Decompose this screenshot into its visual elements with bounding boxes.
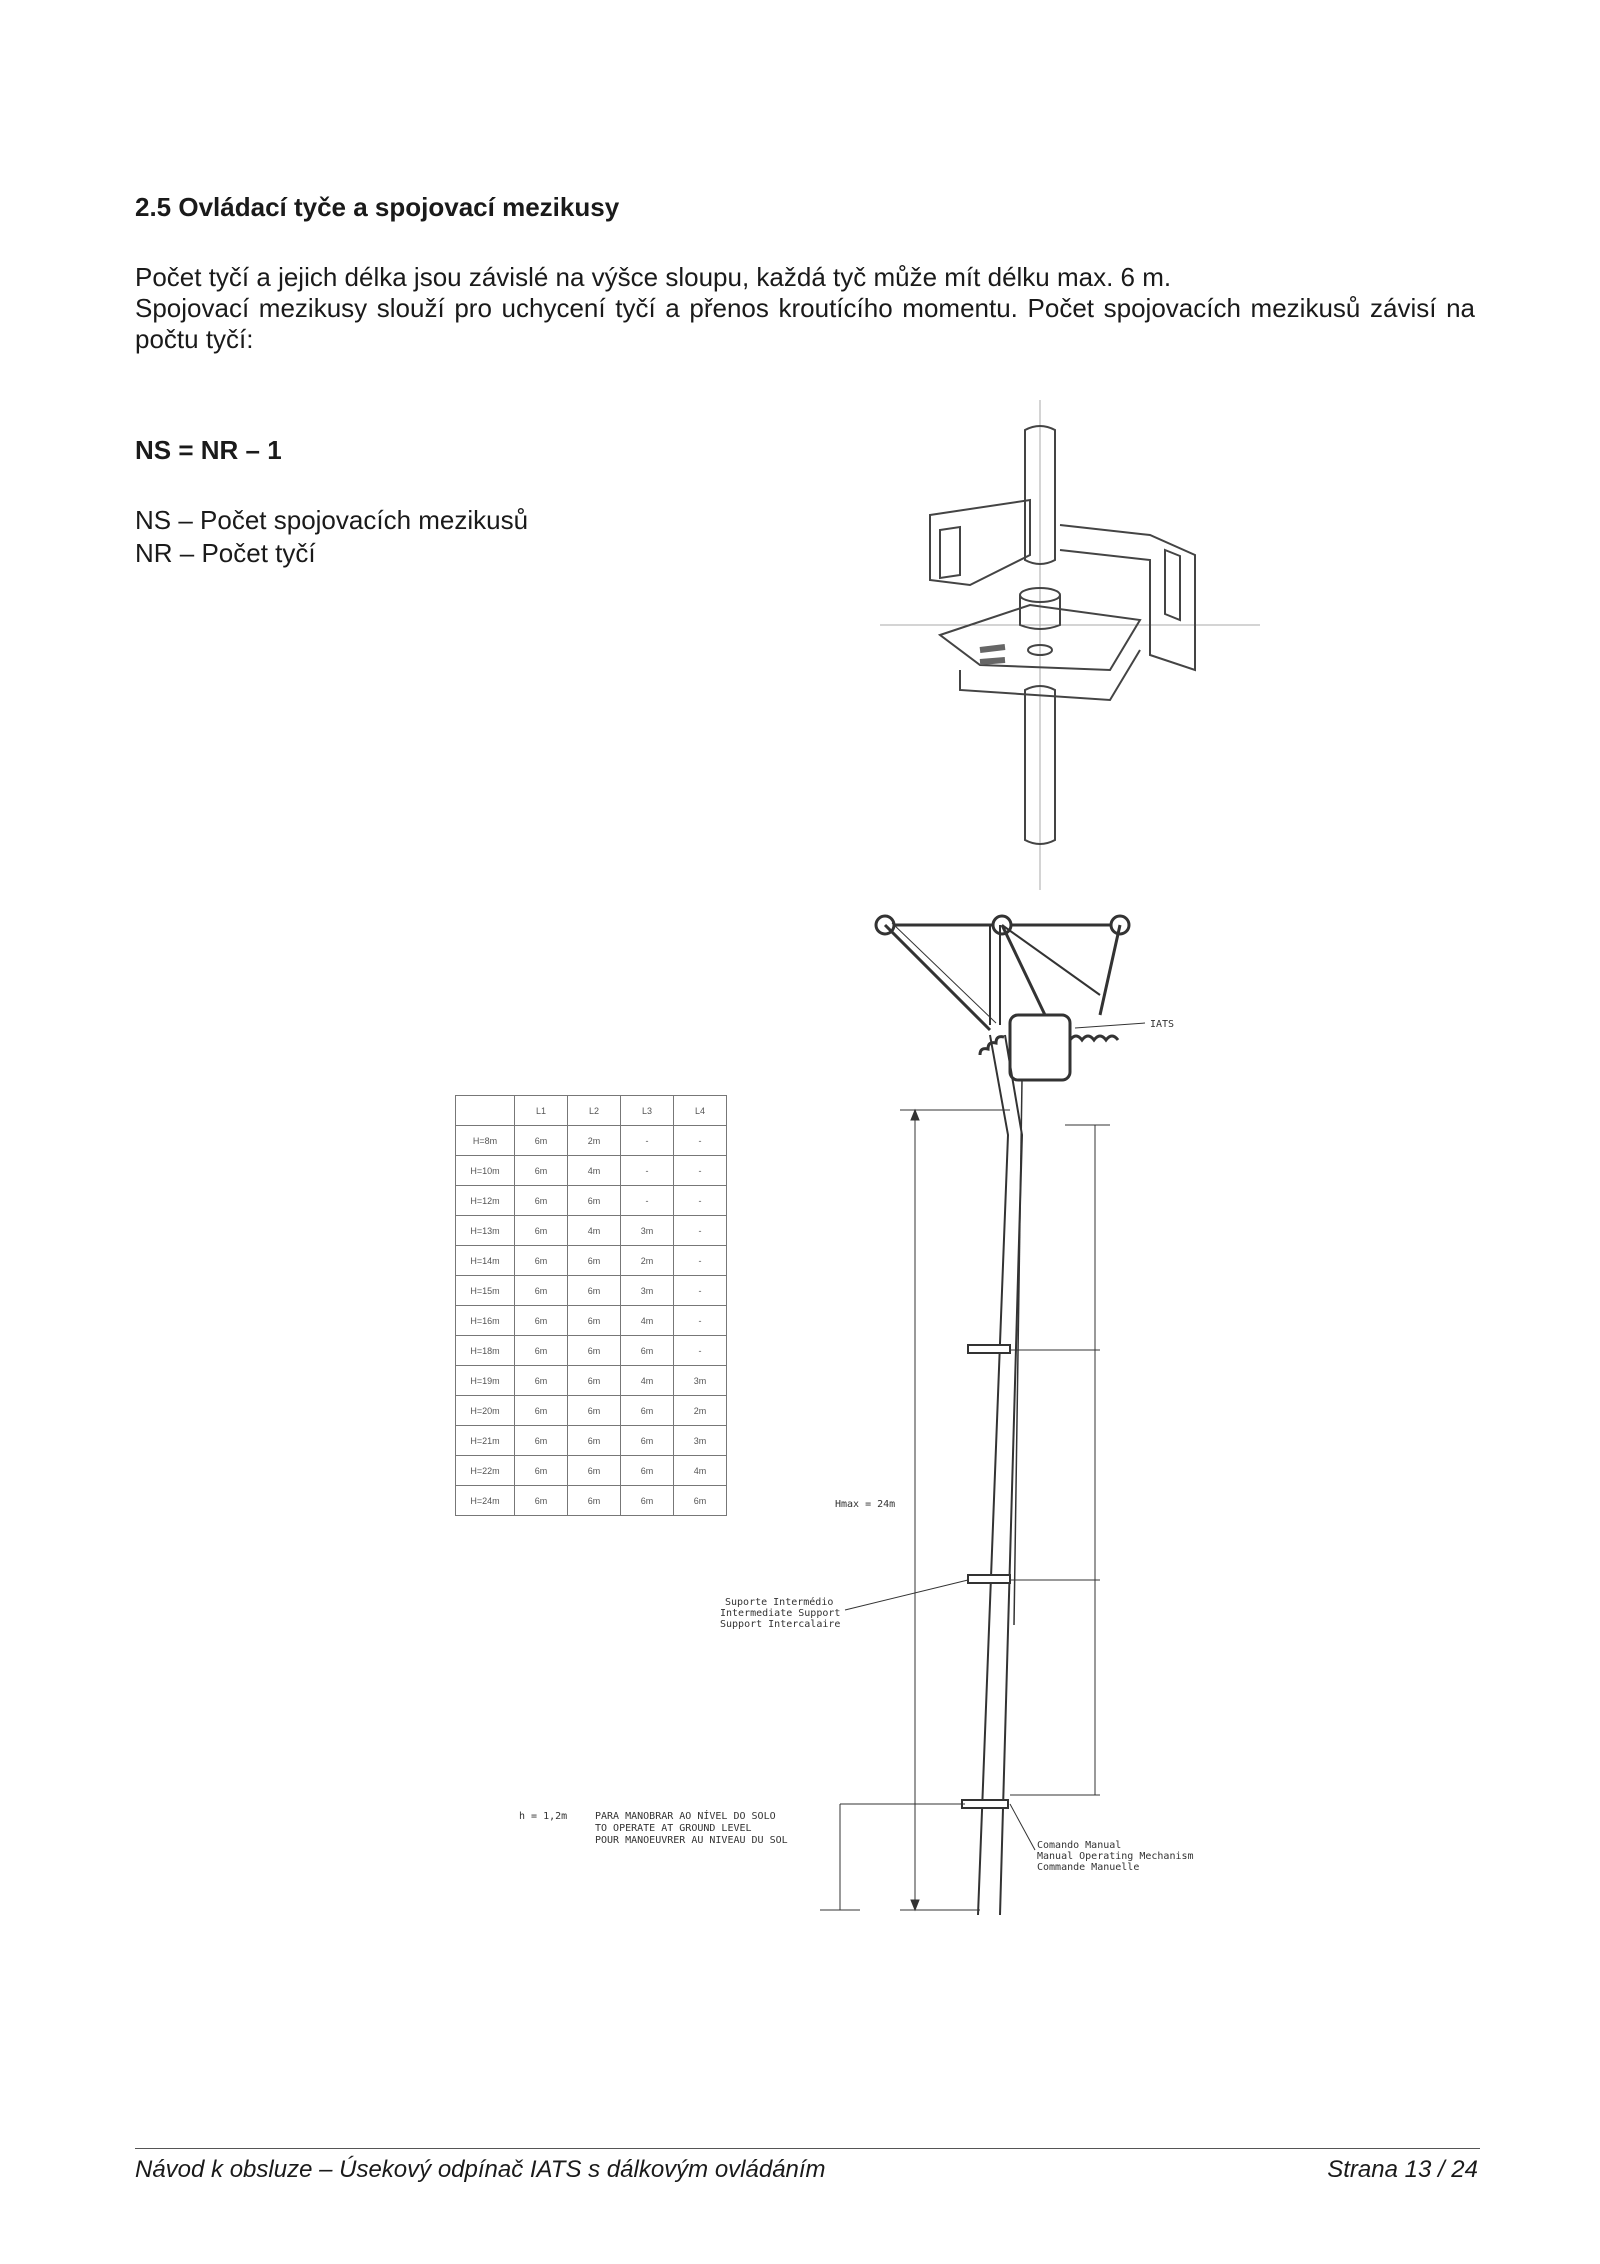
table-cell: 6m	[515, 1336, 568, 1366]
table-cell: H=10m	[456, 1156, 515, 1186]
formula: NS = NR – 1	[135, 435, 282, 465]
table-row	[456, 1336, 727, 1366]
table-cell: 6m	[568, 1426, 621, 1456]
table-cell: -	[674, 1336, 727, 1366]
page-number: Strana 13 / 24	[1327, 2156, 1478, 2183]
table-cell: H=19m	[456, 1366, 515, 1396]
table-header-cell	[456, 1096, 515, 1126]
table-cell: 6m	[515, 1156, 568, 1186]
table-cell: H=21m	[456, 1426, 515, 1456]
table-cell: -	[674, 1126, 727, 1156]
table-row	[456, 1426, 727, 1456]
intro-line-1: Počet tyčí a jejich délka jsou závislé na výšce sloupu, každá tyč může mít délku max. 6 m.	[135, 262, 1172, 292]
label-iats: IATS	[1150, 1019, 1175, 1030]
table-cell: -	[621, 1186, 674, 1216]
label-mechanism-2: Manual Operating Mechanism	[1037, 1851, 1194, 1862]
table-cell: 6m	[515, 1306, 568, 1336]
table-cell: 6m	[515, 1216, 568, 1246]
table-row	[456, 1456, 727, 1486]
table-cell: 3m	[674, 1426, 727, 1456]
table-cell: H=14m	[456, 1246, 515, 1276]
table-cell: -	[674, 1306, 727, 1336]
table-cell: 6m	[515, 1126, 568, 1156]
table-cell: 6m	[568, 1456, 621, 1486]
table-cell: 6m	[515, 1456, 568, 1486]
table-cell: 3m	[674, 1366, 727, 1396]
table-cell: 6m	[515, 1246, 568, 1276]
table-cell: H=8m	[456, 1126, 515, 1156]
table-cell: 4m	[621, 1306, 674, 1336]
table-row	[456, 1156, 727, 1186]
definition-nr: NR – Počet tyčí	[135, 538, 316, 568]
table-header-cell: L3	[621, 1096, 674, 1126]
table-cell: -	[674, 1216, 727, 1246]
label-mechanism-3: Commande Manuelle	[1037, 1862, 1140, 1873]
table-cell: -	[674, 1246, 727, 1276]
table-row	[456, 1216, 727, 1246]
label-operate-2: TO OPERATE AT GROUND LEVEL	[595, 1823, 752, 1834]
label-support-3: Support Intercalaire	[720, 1619, 841, 1630]
table-cell: -	[674, 1276, 727, 1306]
table-cell: 4m	[568, 1216, 621, 1246]
coupling-drawing	[880, 400, 1260, 890]
table-cell: 4m	[621, 1366, 674, 1396]
table-cell: 6m	[568, 1336, 621, 1366]
section-heading: 2.5 Ovládací tyče a spojovací mezikusy	[135, 192, 620, 222]
table-cell: 6m	[515, 1276, 568, 1306]
table-cell: 2m	[568, 1126, 621, 1156]
table-cell: H=15m	[456, 1276, 515, 1306]
label-mechanism-1: Comando Manual	[1037, 1840, 1122, 1851]
table-cell: 6m	[568, 1276, 621, 1306]
table-row	[456, 1126, 727, 1156]
table-row	[456, 1306, 727, 1336]
table-cell: 4m	[568, 1156, 621, 1186]
table-cell: 3m	[621, 1276, 674, 1306]
table-header-cell: L1	[515, 1096, 568, 1126]
label-support-1: Suporte Intermédio	[725, 1597, 834, 1608]
table-cell: 2m	[621, 1246, 674, 1276]
intro-paragraph	[135, 262, 1475, 355]
definition-ns: NS – Počet spojovacích mezikusů	[135, 505, 529, 535]
table-row	[456, 1246, 727, 1276]
table-cell: 6m	[674, 1486, 727, 1516]
table-row	[456, 1486, 727, 1516]
table-cell: 6m	[515, 1426, 568, 1456]
table-cell: -	[621, 1126, 674, 1156]
table-cell: -	[621, 1156, 674, 1186]
table-row	[456, 1396, 727, 1426]
table-cell: 6m	[515, 1396, 568, 1426]
table-header-cell: L2	[568, 1096, 621, 1126]
rod-length-table	[455, 1095, 727, 1516]
pole-drawing	[720, 905, 1280, 1915]
label-operate-3: POUR MANOEUVRER AU NIVEAU DU SOL	[595, 1835, 788, 1846]
footer-divider	[135, 2148, 1480, 2149]
table-cell: H=13m	[456, 1216, 515, 1246]
table-cell: 4m	[674, 1456, 727, 1486]
label-support-2: Intermediate Support	[720, 1608, 841, 1619]
table-header-row	[456, 1096, 727, 1126]
label-h-value: h = 1,2m	[519, 1811, 568, 1822]
table-cell: 6m	[568, 1396, 621, 1426]
definitions	[135, 504, 528, 570]
table-cell: H=20m	[456, 1396, 515, 1426]
table-cell: -	[674, 1156, 727, 1186]
footer-title: Návod k obsluze – Úsekový odpínač IATS s dálkovým ovládáním	[135, 2156, 826, 2183]
table-cell: H=24m	[456, 1486, 515, 1516]
table-cell: 6m	[621, 1336, 674, 1366]
table-cell: H=12m	[456, 1186, 515, 1216]
table-cell: 6m	[568, 1186, 621, 1216]
table-cell: 6m	[568, 1366, 621, 1396]
label-operate-1: PARA MANOBRAR AO NÍVEL DO SOLO	[595, 1811, 776, 1822]
table-cell: 2m	[674, 1396, 727, 1426]
table-cell: 6m	[568, 1486, 621, 1516]
table-cell: 6m	[568, 1246, 621, 1276]
table-cell: H=16m	[456, 1306, 515, 1336]
operate-note	[515, 1805, 845, 1865]
table-cell: 6m	[621, 1486, 674, 1516]
label-hmax: Hmax = 24m	[835, 1499, 896, 1510]
table-row	[456, 1366, 727, 1396]
table-cell: 6m	[515, 1366, 568, 1396]
table-cell: 6m	[515, 1186, 568, 1216]
table-cell: -	[674, 1186, 727, 1216]
table-cell: 6m	[621, 1396, 674, 1426]
table-cell: 6m	[515, 1486, 568, 1516]
table-cell: 6m	[568, 1306, 621, 1336]
intro-line-2: Spojovací mezikusy slouží pro uchycení tyčí a přenos kroutícího momentu. Počet spojovacích mezikusů závisí na počtu tyčí:	[135, 293, 1475, 354]
table-cell: H=18m	[456, 1336, 515, 1366]
table-row	[456, 1186, 727, 1216]
table-header-cell: L4	[674, 1096, 727, 1126]
table-cell: 6m	[621, 1426, 674, 1456]
table-cell: 3m	[621, 1216, 674, 1246]
table-cell: H=22m	[456, 1456, 515, 1486]
table-row	[456, 1276, 727, 1306]
table-cell: 6m	[621, 1456, 674, 1486]
